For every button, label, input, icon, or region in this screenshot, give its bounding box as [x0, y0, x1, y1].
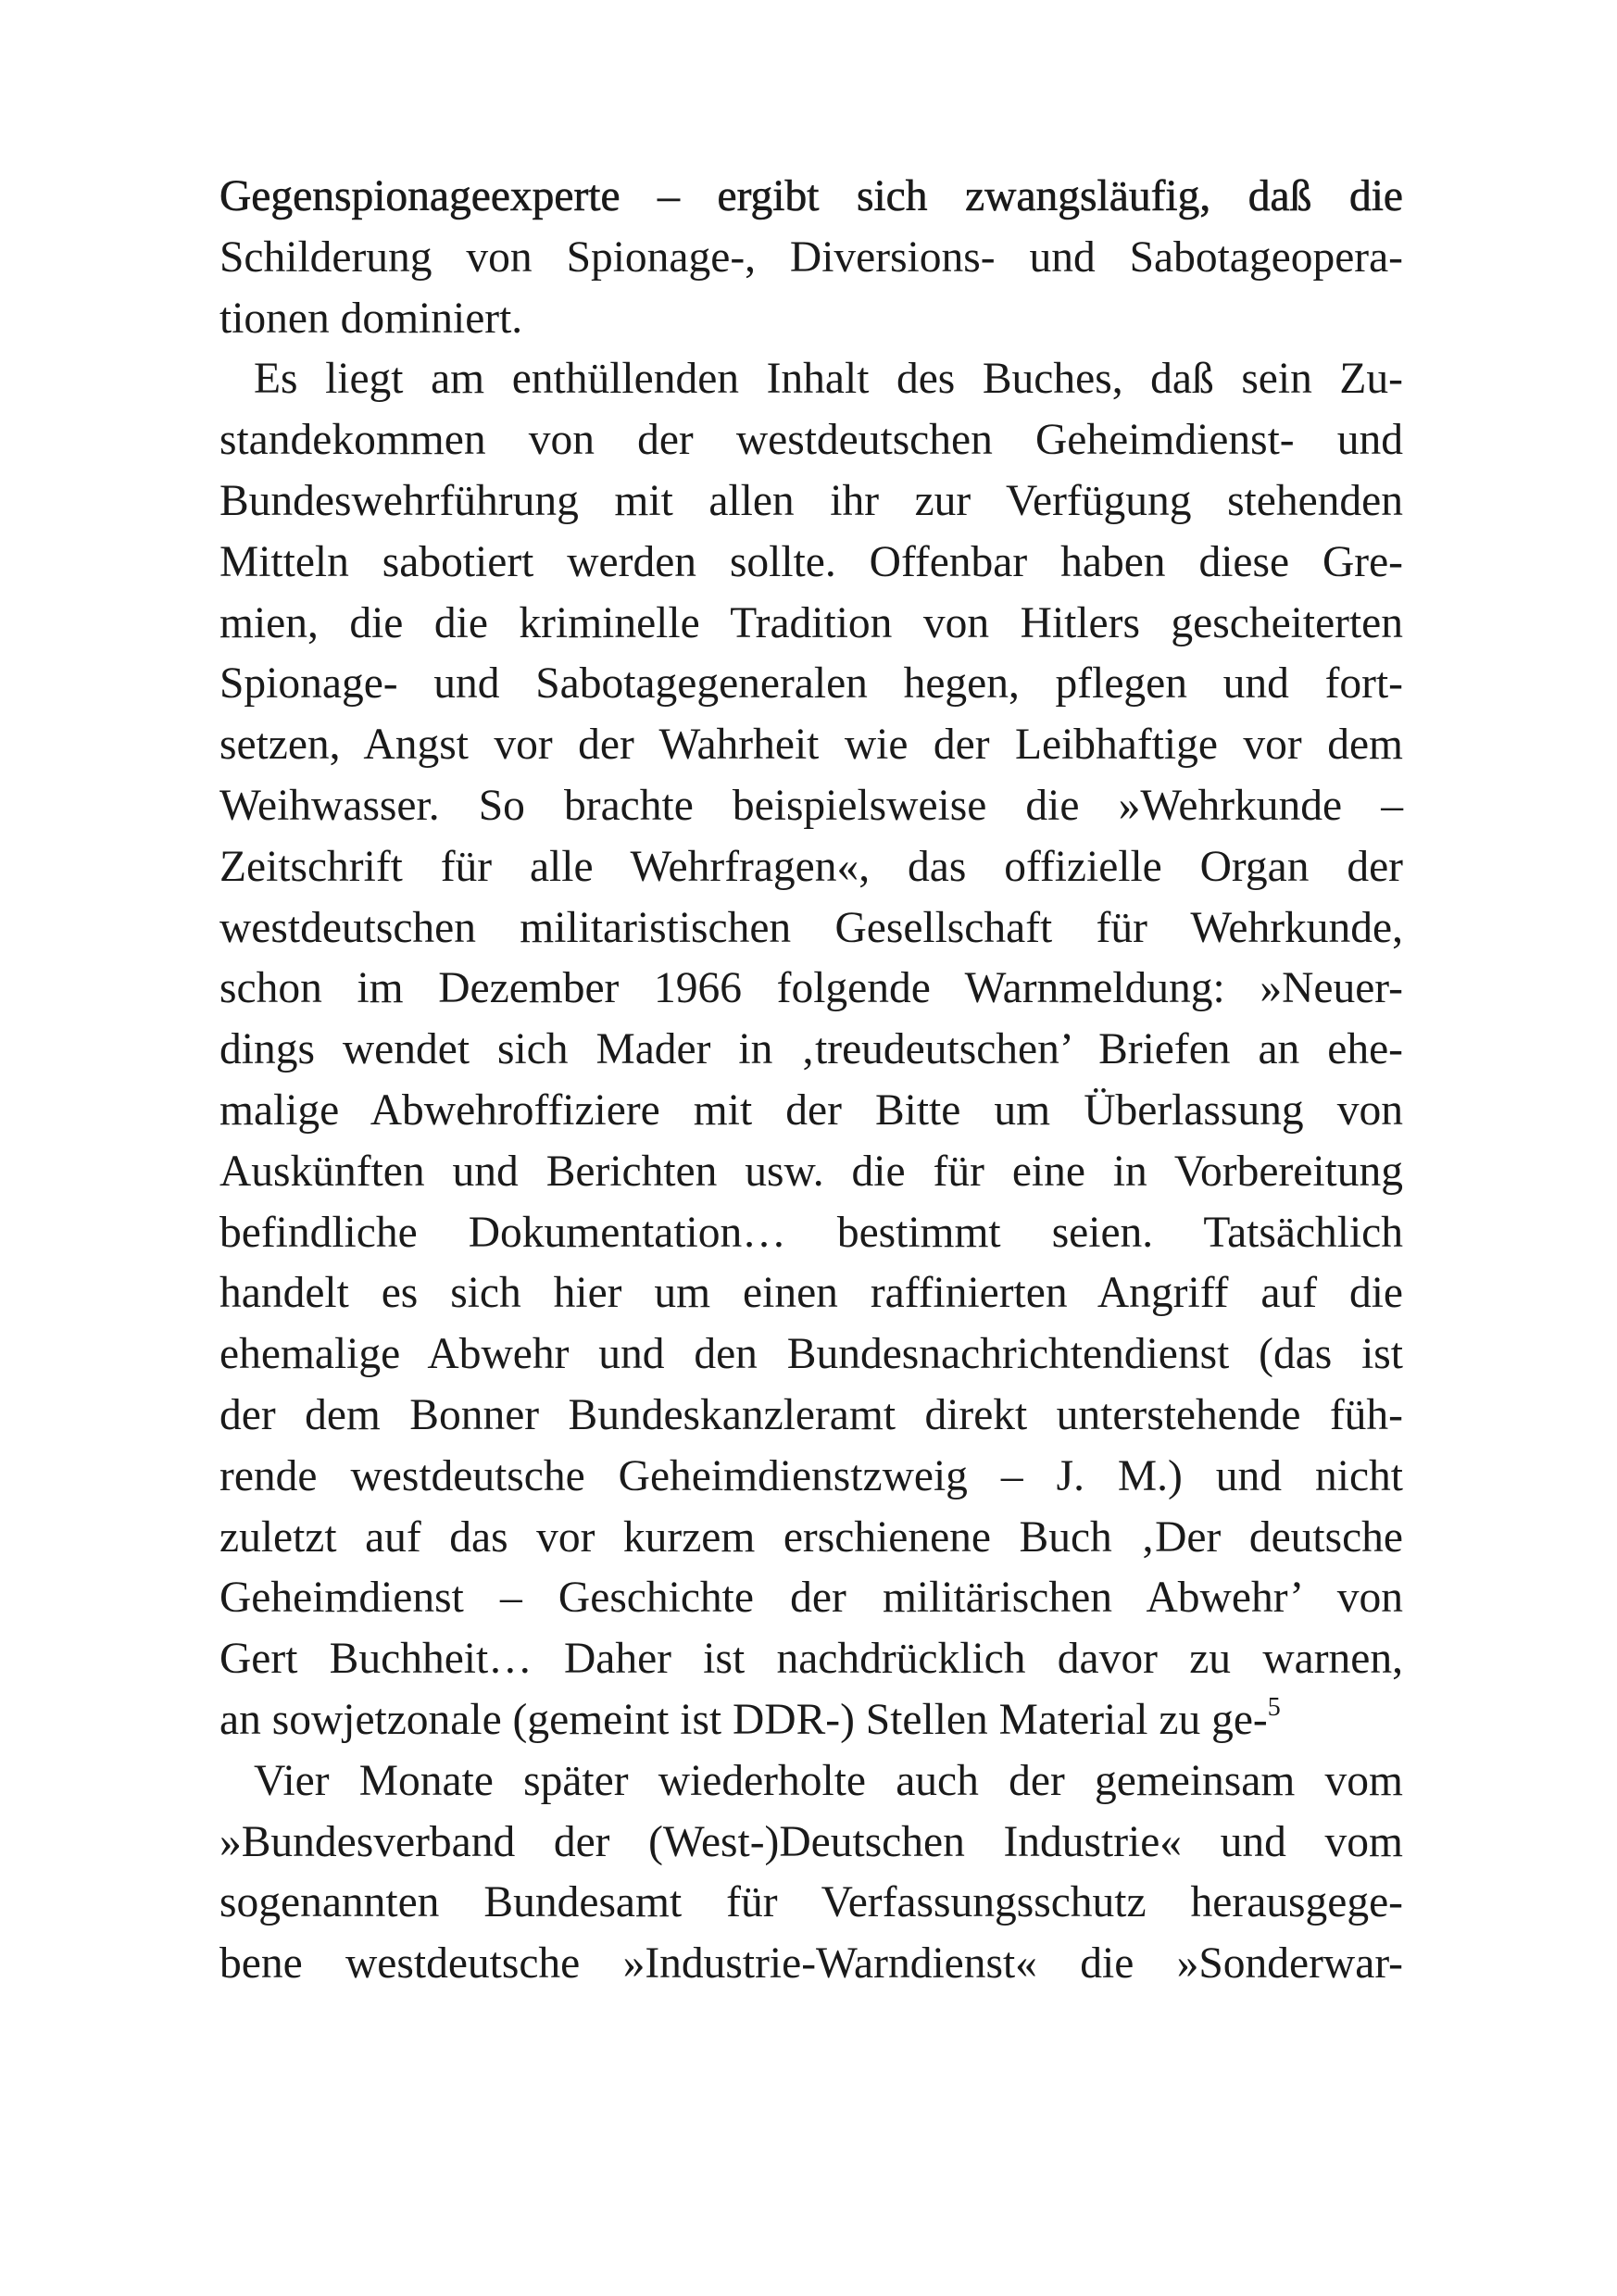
text-line: Spionage- und Sabotagegeneralen hegen, pflegen und fort-: [219, 659, 1403, 709]
text-line-with-footnote: [219, 1690, 1403, 1751]
text-line: Auskünften und Berichten usw. die für eine in Vorbereitung: [219, 1147, 1403, 1196]
text-line: tionen dominiert.: [219, 294, 523, 343]
text-line: Geheimdienst – Geschichte der militärischen Abwehr’ von: [219, 1574, 1403, 1623]
text-line: Schilderung von Spionage-, Diversions- und Sabotageopera-: [219, 232, 1403, 282]
text-line: Weihwasser. So brachte beispielsweise die »Wehrkunde –: [219, 781, 1403, 830]
paragraph-1: [219, 167, 1403, 349]
text-line: der dem Bonner Bundeskanzleramt direkt unterstehende füh-: [219, 1390, 1403, 1439]
text-line: Gert Buchheit… Daher ist nachdrücklich davor zu warnen,: [219, 1635, 1403, 1684]
text-line: zuletzt auf das vor kurzem erschienene Buch ‚Der deutsche: [219, 1512, 1403, 1562]
text-line: malige Abwehroffiziere mit der Bitte um Überlassung von: [219, 1085, 1403, 1135]
footnote-marker: 5: [1267, 1692, 1281, 1722]
text-line: Zeitschrift für alle Wehrfragen«, das offizielle Organ der: [219, 842, 1403, 891]
text-line: bene westdeutsche »Industrie-Warndienst« die »Sonderwar-: [219, 1939, 1403, 1989]
text-line: handelt es sich hier um einen raffinierten Angriff auf die: [219, 1269, 1403, 1318]
text-line: ehemalige Abwehr und den Bundesnachrichtendienst (das ist: [219, 1330, 1403, 1379]
paragraph-3: [219, 1751, 1403, 1995]
text-line: standekommen von der westdeutschen Geheimdienst- und: [219, 416, 1403, 465]
page-body: [219, 167, 1403, 1995]
text-line-content: an sowjetzonale (gemeint ist DDR-) Stellen Material zu ge-: [219, 1695, 1268, 1744]
text-line: befindliche Dokumentation… bestimmt seien. Tatsächlich: [219, 1208, 1403, 1257]
text-line: »Bundesverband der (West-)Deutschen Industrie« und vom: [219, 1817, 1403, 1866]
text-line: rende westdeutsche Geheimdienstzweig – J. M.) und nicht: [219, 1451, 1403, 1500]
text-line: schon im Dezember 1966 folgende Warnmeldung: »Neuer-: [219, 964, 1403, 1013]
text-line: Mitteln sabotiert werden sollte. Offenbar haben diese Gre-: [219, 537, 1403, 586]
text-line: Bundeswehrführung mit allen ihr zur Verfügung stehenden: [219, 476, 1403, 525]
text-line: dings wendet sich Mader in ‚treudeutschen’ Briefen an ehe-: [219, 1025, 1403, 1074]
text-line: mien, die die kriminelle Tradition von Hitlers gescheiterten: [219, 598, 1403, 647]
text-line: Es liegt am enthüllenden Inhalt des Buches, daß sein Zu-: [254, 355, 1403, 404]
text-line: Gegenspionageexperte – ergibt sich zwangsläufig, daß die: [219, 172, 1403, 220]
paragraph-2: [219, 349, 1403, 1750]
text-line: westdeutschen militaristischen Gesellschaft für Wehrkunde,: [219, 903, 1403, 952]
text-line: setzen, Angst vor der Wahrheit wie der Leibhaftige vor dem: [219, 721, 1403, 770]
text-line: sogenannten Bundesamt für Verfassungsschutz herausgege-: [219, 1878, 1403, 1927]
text-line: Vier Monate später wiederholte auch der gemeinsam vom: [254, 1756, 1403, 1805]
